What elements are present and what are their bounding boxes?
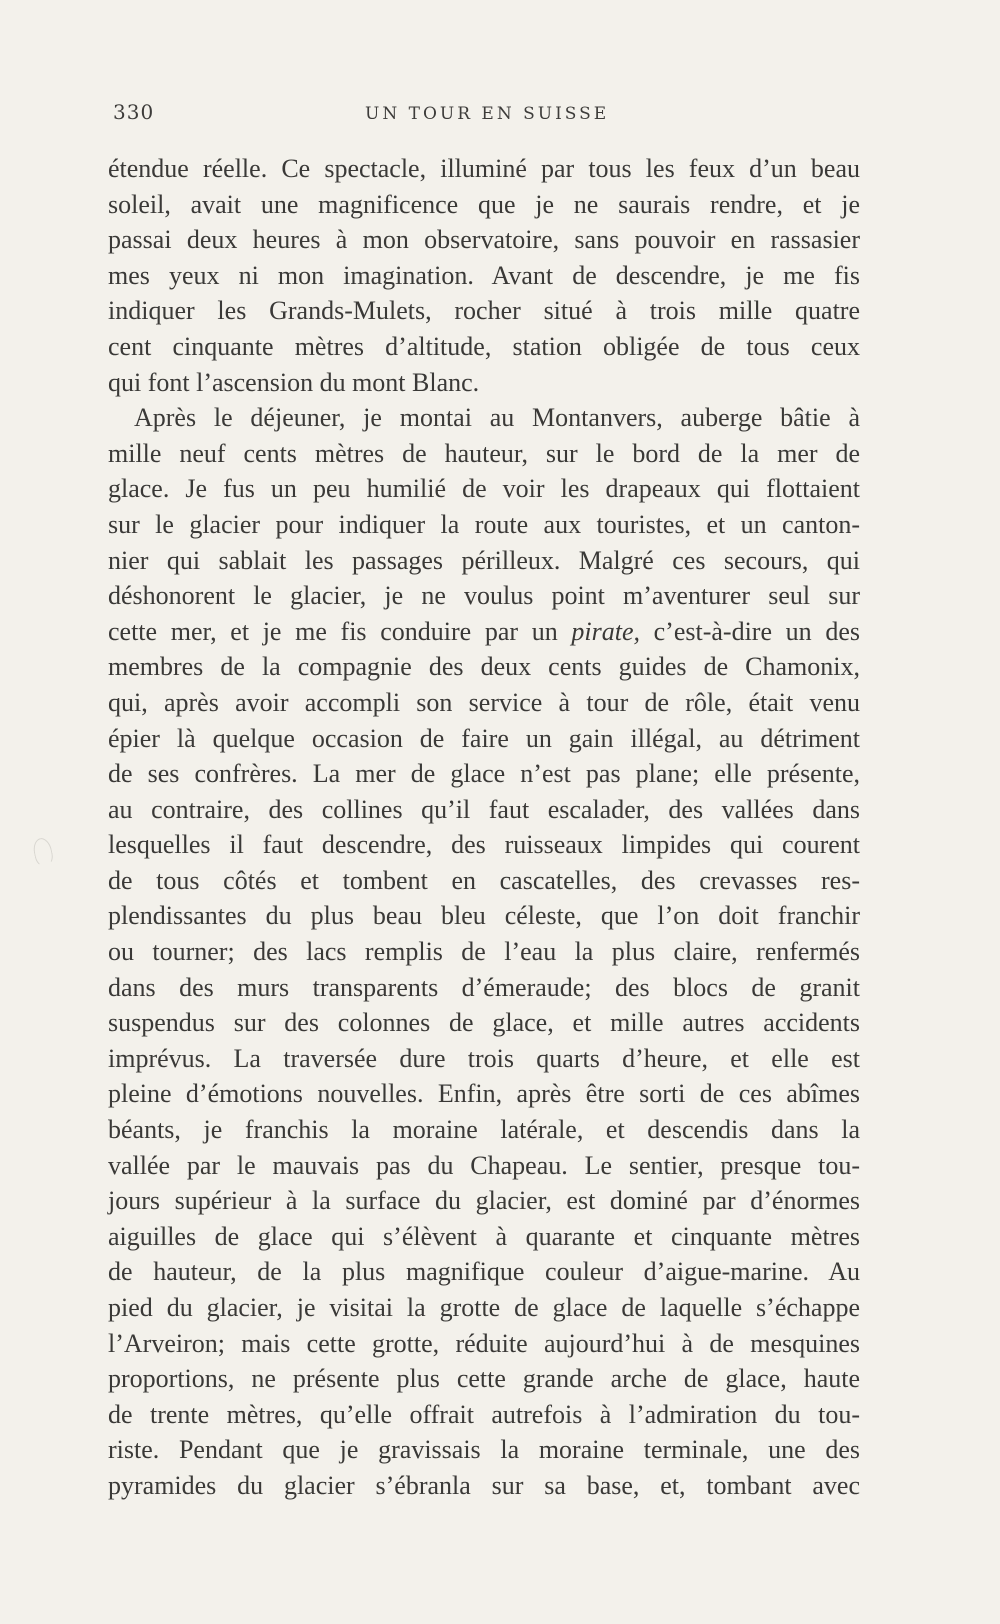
text-line: aiguilles de glace qui s’élèvent à quarante et cinquante mètres: [108, 1221, 860, 1251]
text-line: lesquelles il faut descendre, des ruisseaux limpides qui courent: [108, 830, 860, 860]
text-line: qui, après avoir accompli son service à tour de rôle, était venu: [108, 687, 860, 717]
text-line: de tous côtés et tombent en cascatelles, des crevasses res-: [108, 865, 860, 895]
text-line: vallée par le mauvais pas du Chapeau. Le sentier, presque tou-: [108, 1150, 860, 1180]
text-line: glace. Je fus un peu humilié de voir les drapeaux qui flottaient: [108, 474, 860, 504]
text-line: riste. Pendant que je gravissais la moraine terminale, une des: [108, 1435, 860, 1465]
text-line-with-italic: [108, 614, 860, 650]
italic-word: pirate,: [571, 616, 640, 646]
text-line: membres de la compagnie des deux cents guides de Chamonix,: [108, 652, 860, 682]
text-line: béants, je franchis la moraine latérale, et descendis dans la: [108, 1115, 860, 1145]
text-line: épier là quelque occasion de faire un gain illégal, au détriment: [108, 723, 860, 753]
text-line: ou tourner; des lacs remplis de l’eau la plus claire, renfermés: [108, 937, 860, 967]
text-line: Après le déjeuner, je montai au Montanvers, auberge bâtie à: [134, 403, 860, 433]
line-end: c’est-à-dire un des: [639, 616, 860, 646]
text-line: de hauteur, de la plus magnifique couleur d’aigue-marine. Au: [108, 1257, 860, 1287]
text-line: mille neuf cents mètres de hauteur, sur le bord de la mer de: [108, 438, 860, 468]
page-number: 330: [113, 100, 155, 124]
page-header: [113, 100, 883, 130]
running-title: UN TOUR EN SUISSE: [365, 104, 610, 124]
line-start: cette mer, et je me fis conduire par un: [108, 616, 572, 646]
body-text: [108, 151, 860, 1504]
text-line: soleil, avait une magnificence que je ne saurais rendre, et je: [108, 189, 860, 219]
text-line: dans des murs transparents d’émeraude; des blocs de granit: [108, 972, 860, 1002]
text-line: imprévus. La traversée dure trois quarts d’heure, et elle est: [108, 1043, 860, 1073]
text-line: nier qui sablait les passages périlleux. Malgré ces secours, qui: [108, 545, 860, 575]
text-line: déshonorent le glacier, je ne voulus point m’aventurer seul sur: [108, 581, 860, 611]
text-line: cent cinquante mètres d’altitude, station obligée de tous ceux: [108, 331, 860, 361]
text-line: pleine d’émotions nouvelles. Enfin, après être sorti de ces abîmes: [108, 1079, 860, 1109]
text-line: pied du glacier, je visitai la grotte de glace de laquelle s’échappe: [108, 1293, 860, 1322]
text-line: indiquer les Grands-Mulets, rocher situé à trois mille quatre: [108, 296, 860, 326]
text-line: l’Arveiron; mais cette grotte, réduite aujourd’hui à de mesquines: [108, 1328, 860, 1358]
text-line: au contraire, des collines qu’il faut escalader, des vallées dans: [108, 794, 860, 824]
text-line: mes yeux ni mon imagination. Avant de descendre, je me fis: [108, 260, 860, 290]
text-line: plendissantes du plus beau bleu céleste, que l’on doit franchir: [108, 901, 860, 931]
text-line: de ses confrères. La mer de glace n’est pas plane; elle présente,: [108, 759, 860, 789]
text-line: proportions, ne présente plus cette grande arche de glace, haute: [108, 1364, 860, 1394]
text-line: de trente mètres, qu’elle offrait autrefois à l’admiration du tou-: [108, 1399, 860, 1429]
text-line: suspendus sur des colonnes de glace, et mille autres accidents: [108, 1008, 860, 1038]
text-line: étendue réelle. Ce spectacle, illuminé par tous les feux d’un beau: [108, 154, 860, 183]
text-line: jours supérieur à la surface du glacier, est dominé par d’énormes: [108, 1186, 860, 1216]
margin-pencil-mark: [31, 836, 54, 867]
text-line: sur le glacier pour indiquer la route aux touristes, et un canton-: [108, 509, 860, 539]
text-line: pyramides du glacier s’ébranla sur sa base, et, tombant avec: [108, 1470, 860, 1500]
text-line: passai deux heures à mon observatoire, sans pouvoir en rassasier: [108, 225, 860, 255]
text-line: qui font l’ascension du mont Blanc.: [108, 367, 480, 397]
